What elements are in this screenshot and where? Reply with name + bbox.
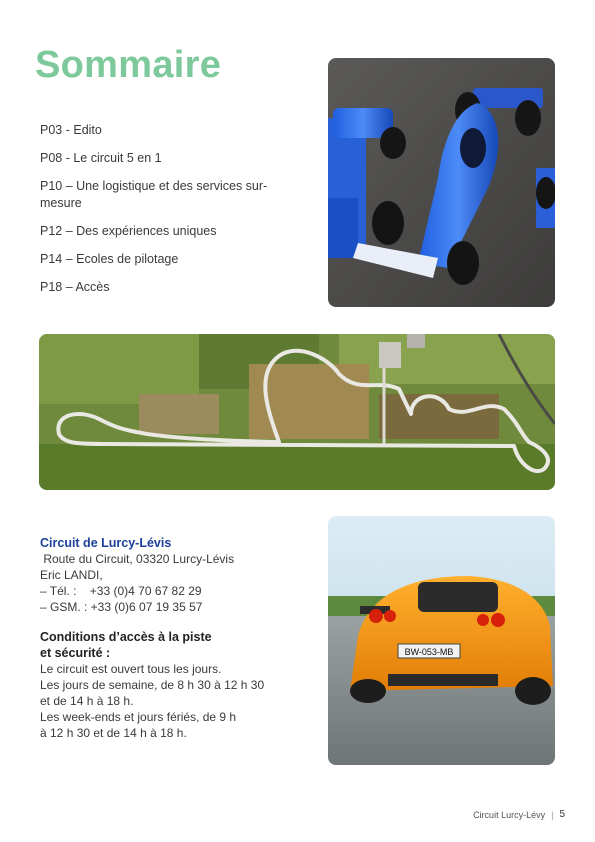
toc-item[interactable]: P12 – Des expériences uniques [40, 224, 217, 238]
photo-sports-car [328, 516, 555, 765]
mobile-phone[interactable]: – GSM. : +33 (0)6 07 19 35 57 [40, 600, 203, 614]
circuit-name: Circuit de Lurcy-Lévis [40, 536, 172, 550]
page-title: Sommaire [35, 44, 222, 86]
toc-item[interactable]: P08 - Le circuit 5 en 1 [40, 151, 162, 165]
conditions-line: à 12 h 30 et de 14 h à 18 h. [40, 726, 187, 740]
conditions-line: Le circuit est ouvert tous les jours. [40, 662, 222, 676]
footer-separator: | [551, 809, 554, 820]
toc-item[interactable]: P14 – Ecoles de pilotage [40, 252, 179, 266]
address: Route du Circuit, 03320 Lurcy-Lévis [40, 552, 235, 566]
footer-label: Circuit Lurcy-Lévy [473, 809, 546, 820]
conditions-line: Les week-ends et jours fériés, de 9 h [40, 710, 237, 724]
toc-item[interactable]: P10 – Une logistique et des services sur-mesure [40, 179, 268, 210]
table-of-contents [40, 122, 280, 307]
conditions-line: Les jours de semaine, de 8 h 30 à 12 h 30 [40, 678, 265, 692]
conditions-title: Conditions d’accès à la piste et sécurité : [40, 630, 212, 660]
photo-aerial-circuit [39, 334, 555, 490]
contact-person: Eric LANDI, [40, 568, 103, 582]
phone[interactable]: – Tél. : +33 (0)4 70 67 82 29 [40, 584, 202, 598]
contact-block [40, 535, 290, 741]
page-footer [473, 809, 565, 820]
photo-race-cars [328, 58, 555, 307]
toc-item[interactable]: P03 - Edito [40, 123, 102, 137]
page-number: 5 [559, 809, 565, 820]
toc-item[interactable]: P18 – Accès [40, 280, 110, 294]
license-plate: BW-053-MB [404, 647, 454, 657]
conditions-line: et de 14 h à 18 h. [40, 694, 134, 708]
